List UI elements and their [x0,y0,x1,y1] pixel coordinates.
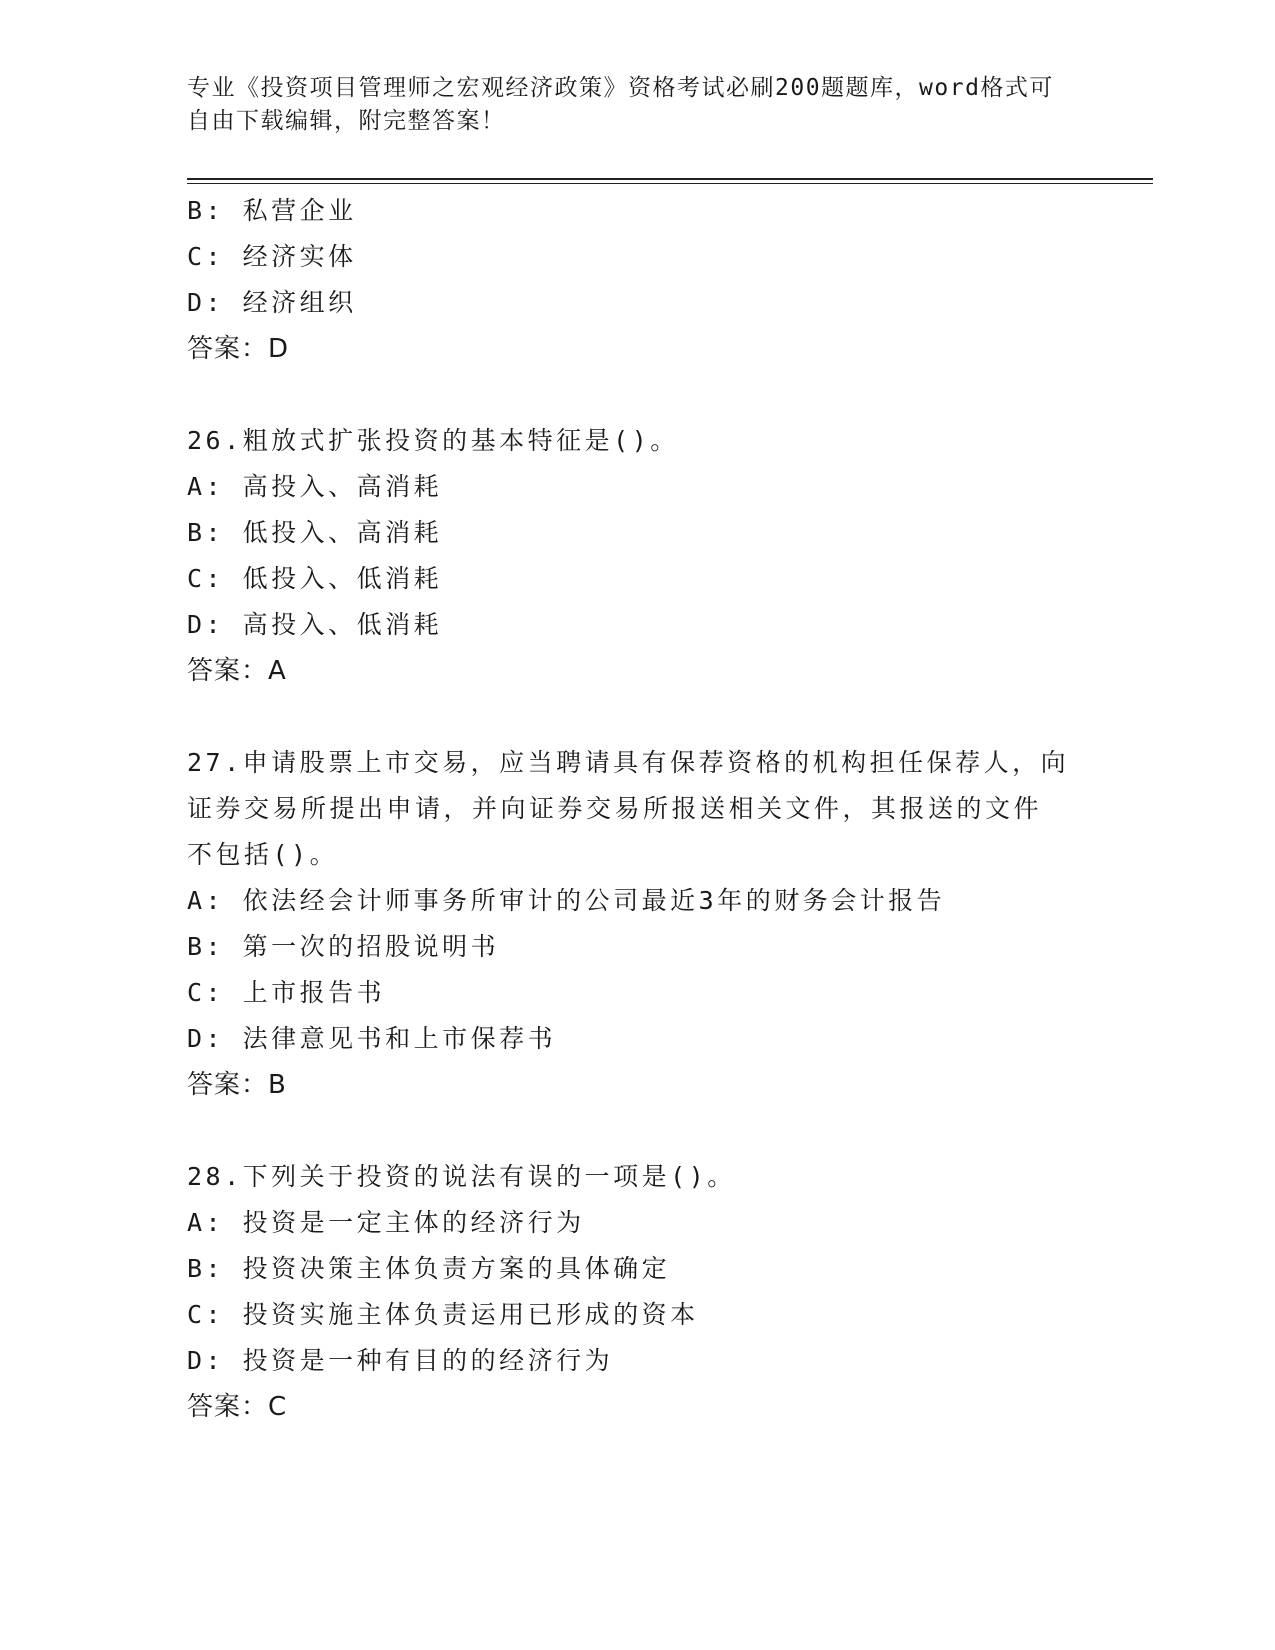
question-text: 26.粗放式扩张投资的基本特征是()。 [187,426,679,455]
option-a: A: 依法经会计师事务所审计的公司最近3年的财务会计报告 [187,886,946,915]
header-rule-thin [187,183,1153,184]
question-text-line-2: 证券交易所提出申请，并向证券交易所报送相关文件，其报送的文件 [187,794,1043,823]
option-a: A: 投资是一定主体的经济行为 [187,1208,585,1237]
option-c: C: 低投入、低消耗 [187,564,443,593]
option-d: D: 高投入、低消耗 [187,610,443,639]
option-b: B: 私营企业 [187,196,357,225]
question-26 [187,418,1087,694]
question-text-line-3: 不包括()。 [187,840,339,869]
option-b: B: 投资决策主体负责方案的具体确定 [187,1254,671,1283]
option-c: C: 投资实施主体负责运用已形成的资本 [187,1300,699,1329]
option-a: A: 高投入、高消耗 [187,472,443,501]
spacer [187,372,1087,418]
question-text: 28.下列关于投资的说法有误的一项是()。 [187,1162,736,1191]
answer-line: 答案：A [187,656,287,686]
answer-line: 答案：C [187,1392,288,1422]
answer-line: 答案：D [187,334,290,364]
question-25-tail [187,188,1087,372]
answer-line: 答案：B [187,1070,287,1100]
option-c: C: 上市报告书 [187,978,386,1007]
option-d: D: 法律意见书和上市保荐书 [187,1024,557,1053]
option-c: C: 经济实体 [187,242,357,271]
option-b: B: 低投入、高消耗 [187,518,443,547]
header-line-1: 专业《投资项目管理师之宏观经济政策》资格考试必刷200题题库，word格式可 [187,75,1054,101]
document-header [187,72,1087,138]
option-b: B: 第一次的招股说明书 [187,932,500,961]
question-text-line-1: 27.申请股票上市交易，应当聘请具有保荐资格的机构担任保荐人，向 [187,748,1070,777]
header-line-2: 自由下载编辑，附完整答案！ [187,108,506,134]
option-d: D: 投资是一种有目的的经济行为 [187,1346,614,1375]
question-list [187,188,1087,1430]
option-d: D: 经济组织 [187,288,357,317]
spacer [187,694,1087,740]
question-28 [187,1154,1087,1430]
question-27 [187,740,1087,1108]
spacer [187,1108,1087,1154]
header-rule-thick [187,178,1153,180]
